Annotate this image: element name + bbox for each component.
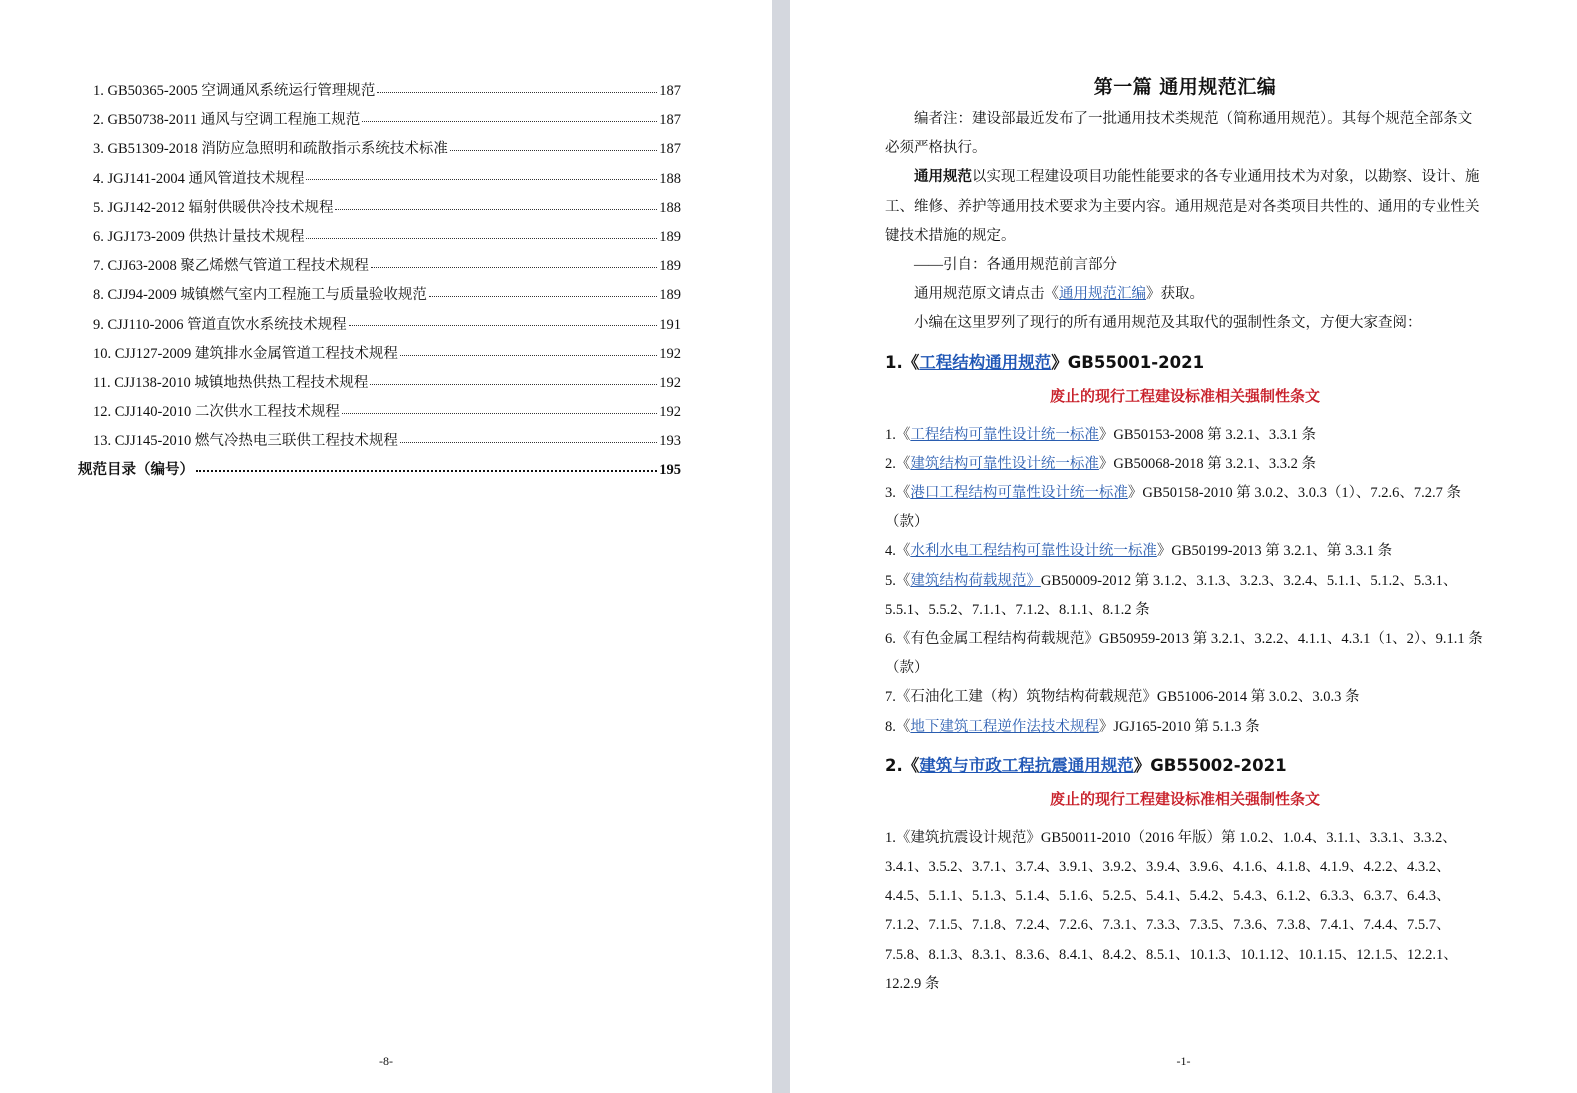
toc-row[interactable]: 10. CJJ127-2009 建筑排水金属管道工程技术规程 192 [78, 342, 681, 371]
toc-row[interactable]: 13. CJJ145-2010 燃气冷热电三联供工程技术规程 193 [78, 429, 681, 458]
section-subtitle: 废止的现行工程建设标准相关强制性条文 [1049, 791, 1320, 808]
toc-row[interactable]: 9. CJJ110-2006 管道直饮水系统技术规程 191 [78, 313, 681, 342]
standard-link[interactable]: 建筑结构可靠性设计统一标准 [910, 455, 1099, 472]
toc-row[interactable]: 12. CJJ140-2010 二次供水工程技术规程 192 [78, 400, 681, 429]
spec-link[interactable]: 工程结构通用规范 [919, 352, 1052, 372]
toc-row[interactable]: 1. GB50365-2005 空调通风系统运行管理规范 187 [78, 79, 681, 108]
list-item: 3.《港口工程结构可靠性设计统一标准》GB50158-2010 第 3.0.2、3.0.3（1）、7.2.6、7.2.7 条（款） [885, 485, 1461, 531]
toc-row[interactable]: 3. GB51309-2018 消防应急照明和疏散指示系统技术标准 187 [78, 137, 681, 166]
toc-row[interactable]: 5. JGJ142-2012 辐射供暖供冷技术规程 188 [78, 196, 681, 225]
toc-row[interactable]: 6. JGJ173-2009 供热计量技术规程 189 [78, 225, 681, 254]
section-heading: 1.《工程结构通用规范》GB55001-2021 [885, 352, 1205, 372]
table-of-contents [78, 79, 681, 488]
page-title: 第一篇 通用规范汇编 [1093, 76, 1277, 98]
list-item: 5.《建筑结构荷载规范》GB50009-2012 第 3.1.2、3.1.3、3.2.3、3.2.4、5.1.1、5.1.2、5.3.1、5.5.1、5.5.2、7.1.1、7.1.2、8.1.1、8.1.2 条 [885, 572, 1458, 618]
compilation-link[interactable]: 通用规范汇编 [1059, 286, 1146, 303]
list-item: 1.《建筑抗震设计规范》GB50011-2010（2016 年版）第 1.0.2、1.0.4、3.1.1、3.3.1、3.3.2、3.4.1、3.5.2、3.7.1、3.7.4、3.9.1、3.9.2、3.9.4、3.9.6、4.1.6、4.1.8、4.1.9、4.2.2、4.3.2、4.4.5、5.1.1、5.1.3、5.1.4、5.1.6、5.2.5、5.4.1、5.4.2、5.4.3、6.1.2、6.3.3、6.3.7、6.4.3、7.1.2、7.1.5、7.1.8、7.2.4、7.2.6、7.3.1、7.3.3、7.3.5、7.3.6、7.3.8、7.4.1、7.4.4、7.5.7、7.5.8、8.1.3、8.3.1、8.3.6、8.4.1、8.4.2、8.5.1、10.1.3、10.1.12、10.1.15、12.1.5、12.2.1、12.2.9 条 [885, 829, 1458, 992]
standard-link[interactable]: 港口工程结构可靠性设计统一标准 [910, 485, 1128, 502]
toc-row[interactable]: 2. GB50738-2011 通风与空调工程施工规范 187 [78, 108, 681, 137]
page-number: -1- [1176, 1054, 1191, 1068]
toc-row[interactable]: 11. CJJ138-2010 城镇地热供热工程技术规程 192 [78, 371, 681, 400]
list-item: 4.《水利水电工程结构可靠性设计统一标准》GB50199-2013 第 3.2.1、第 3.3.1 条 [885, 543, 1393, 560]
editor-note: 编者注：建设部最近发布了一批通用技术类规范（简称通用规范）。其每个规范全部条文必须严格执行。 [885, 111, 1473, 157]
list-item: 2.《建筑结构可靠性设计统一标准》GB50068-2018 第 3.2.1、3.3.2 条 [885, 455, 1316, 472]
spec-link[interactable]: 建筑与市政工程抗震通用规范 [919, 755, 1134, 775]
list-item: 8.《地下建筑工程逆作法技术规程》JGJ165-2010 第 5.1.3 条 [885, 718, 1260, 735]
list-item: 6.《有色金属工程结构荷载规范》GB50959-2013 第 3.2.1、3.2.2、4.1.1、4.3.1（1、2）、9.1.1 条（款） [885, 631, 1483, 677]
page-content [885, 72, 1485, 999]
standard-link[interactable]: 工程结构可靠性设计统一标准 [910, 426, 1099, 443]
quote-source: ——引自：各通用规范前言部分 [914, 257, 1117, 274]
definition-paragraph: 通用规范以实现工程建设项目功能性能要求的各专业通用技术为对象，以勘察、设计、施工、维修、养护等通用技术要求为主要内容。通用规范是对各类项目共性的、通用的专业性关键技术措施的规定。 [885, 169, 1480, 244]
standard-link[interactable]: 水利水电工程结构可靠性设计统一标准 [910, 543, 1157, 560]
toc-row[interactable]: 8. CJJ94-2009 城镇燃气室内工程施工与质量验收规范 189 [78, 283, 681, 312]
section-subtitle: 废止的现行工程建设标准相关强制性条文 [1049, 388, 1320, 405]
source-link-paragraph: 通用规范原文请点击《通用规范汇编》获取。 [914, 286, 1204, 303]
list-item: 7.《石油化工建（构）筑物结构荷载规范》GB51006-2014 第 3.0.2、3.0.3 条 [885, 689, 1360, 706]
toc-row-catalog[interactable]: 规范目录（编号） 195 [78, 458, 681, 487]
toc-row[interactable]: 7. CJJ63-2008 聚乙烯燃气管道工程技术规程 189 [78, 254, 681, 283]
standard-link[interactable]: 建筑结构荷载规范》 [910, 572, 1041, 589]
section-heading: 2.《建筑与市政工程抗震通用规范》GB55002-2021 [885, 755, 1287, 775]
left-page [0, 0, 772, 1093]
intro-paragraph: 小编在这里罗列了现行的所有通用规范及其取代的强制性条文，方便大家查阅： [914, 315, 1422, 332]
page-number: -8- [379, 1054, 393, 1068]
right-page [790, 0, 1577, 1093]
page-gutter [772, 0, 790, 1093]
list-item: 1.《工程结构可靠性设计统一标准》GB50153-2008 第 3.2.1、3.3.1 条 [885, 426, 1316, 443]
toc-row[interactable]: 4. JGJ141-2004 通风管道技术规程 188 [78, 167, 681, 196]
standard-link[interactable]: 地下建筑工程逆作法技术规程 [910, 718, 1099, 735]
